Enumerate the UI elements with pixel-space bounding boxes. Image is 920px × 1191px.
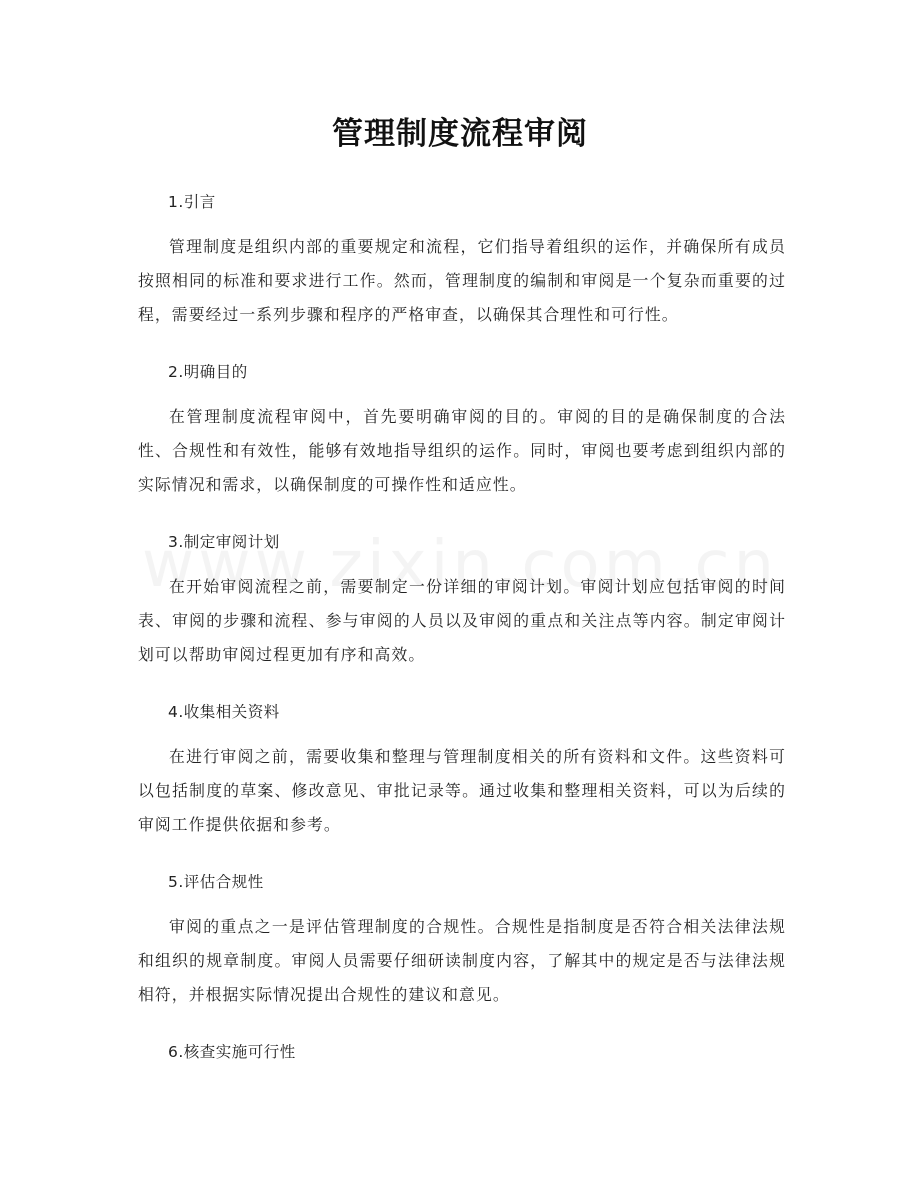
section-paragraph: 在开始审阅流程之前，需要制定一份详细的审阅计划。审阅计划应包括审阅的时间表、审阅的步骤和流程、参与审阅的人员以及审阅的重点和关注点等内容。制定审阅计划可以帮助审阅过程更加有序和高效。 [138,577,786,664]
section-heading: 6.核查实施可行性 [168,1043,296,1061]
section-paragraph: 审阅的重点之一是评估管理制度的合规性。合规性是指制度是否符合相关法律法规和组织的规章制度。审阅人员需要仔细研读制度内容，了解其中的规定是否与法律法规相符，并根据实际情况提出合规性的建议和意见。 [138,917,786,1004]
section-heading: 2.明确目的 [168,363,248,381]
section-heading: 5.评估合规性 [168,873,264,891]
section-heading: 1.引言 [168,193,216,211]
section-paragraph: 管理制度是组织内部的重要规定和流程，它们指导着组织的运作，并确保所有成员按照相同的标准和要求进行工作。然而，管理制度的编制和审阅是一个复杂而重要的过程，需要经过一系列步骤和程序的严格审查，以确保其合理性和可行性。 [138,237,786,324]
section-heading: 3.制定审阅计划 [168,533,280,551]
section-heading: 4.收集相关资料 [168,703,280,721]
section-paragraph: 在管理制度流程审阅中，首先要明确审阅的目的。审阅的目的是确保制度的合法性、合规性和有效性，能够有效地指导组织的运作。同时，审阅也要考虑到组织内部的实际情况和需求，以确保制度的可操作性和适应性。 [138,407,786,494]
section-paragraph: 在进行审阅之前，需要收集和整理与管理制度相关的所有资料和文件。这些资料可以包括制度的草案、修改意见、审批记录等。通过收集和整理相关资料，可以为后续的审阅工作提供依据和参考。 [138,747,786,834]
document-title: 管理制度流程审阅 [332,116,588,152]
